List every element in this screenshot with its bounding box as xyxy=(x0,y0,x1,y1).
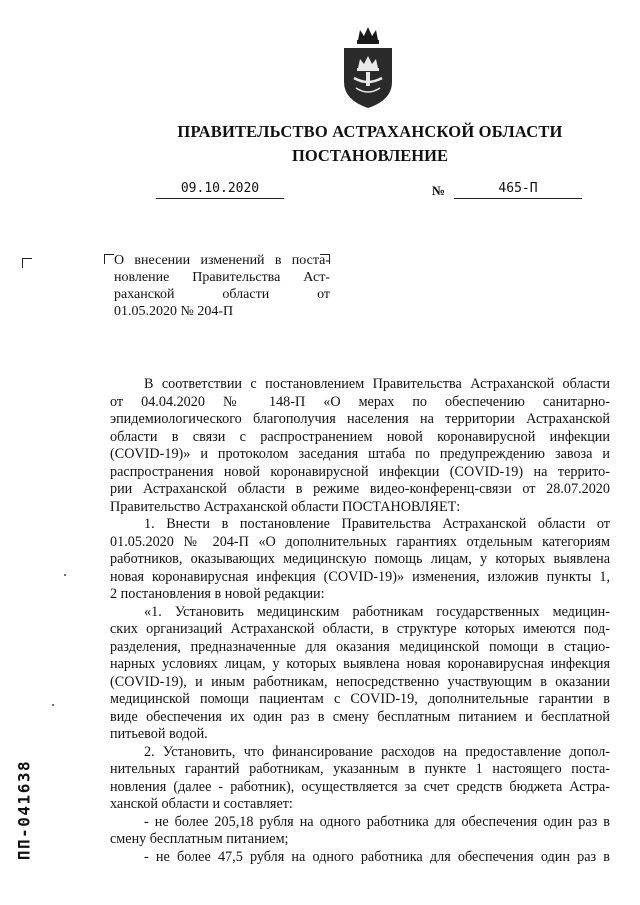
body-line: В соответствии с постановлением Правительства Астраханской области xyxy=(144,376,610,392)
body-line: - не более 205,18 рубля на одного работника для обеспечения один раз в xyxy=(144,813,610,830)
body-line: рии Астраханской области в режиме видео-конференц-связи от 28.07.2020 xyxy=(110,481,610,497)
body-line: ских организаций Астраханской области, в структуре которых имеются под- xyxy=(110,621,610,637)
body-line: от 04.04.2020 № 148-П «О мерах по обеспечению санитарно- xyxy=(110,393,610,410)
subject-line: новление Правительства Аст- xyxy=(114,270,330,285)
body-line: разделения, предназначенные для оказания медицинской помощи в стацио- xyxy=(110,638,610,655)
body-line: (COVID-19), и иным работникам, непосредственно участвующим в оказании xyxy=(110,673,610,690)
body-line: новая коронавирусная инфекция (COVID-19)» изменения, изложив пункты 1, xyxy=(110,568,610,585)
body-line: нительных гарантий работникам, указанным в пункте 1 настоящего поста- xyxy=(110,761,610,777)
number-underline xyxy=(454,198,582,199)
body-line: - не более 47,5 рубля на одного работника для обеспечения один раз в xyxy=(144,848,610,865)
body-line: эпидемиологического благополучия населения на территории Астраханской xyxy=(110,411,610,427)
body-line: 1. Внести в постановление Правительства Астраханской области от xyxy=(144,516,610,532)
body-line: питьевой водой. xyxy=(110,726,208,742)
body-line: Правительство Астраханской области ПОСТАНОВЛЯЕТ: xyxy=(110,498,461,515)
body-line: области в связи с распространением новой коронавирусной инфекции xyxy=(110,428,610,445)
document-body xyxy=(110,376,610,866)
document-type-title: ПОСТАНОВЛЕНИЕ xyxy=(292,146,448,165)
body-line: «1. Установить медицинским работникам государственных медицин- xyxy=(144,603,610,620)
subject-line: О внесении изменений в поста- xyxy=(114,253,330,268)
stamp-number: ПП-041638 xyxy=(14,759,34,861)
date-underline xyxy=(156,198,284,199)
body-line: 2. Установить, что финансирование расходов на предоставление допол- xyxy=(144,743,610,760)
government-title: ПРАВИТЕЛЬСТВО АСТРАХАНСКОЙ ОБЛАСТИ xyxy=(177,122,563,141)
body-line: смену бесплатным питанием; xyxy=(110,831,289,847)
body-line: 2 постановления в новой редакции: xyxy=(110,586,325,602)
registration-stamp xyxy=(6,740,42,880)
subject-line: раханской области от xyxy=(114,287,330,302)
body-line: 01.05.2020 № 204-П «О дополнительных гарантиях отдельным категориям xyxy=(110,533,610,550)
body-line: (COVID-19)» и протоколом заседания штаба по предупреждению завоза и xyxy=(110,446,610,462)
body-line: новления (далее - работник), осуществляется за счет средств бюджета Астра- xyxy=(110,778,610,795)
body-line: работников, оказывающих медицинскую помощь лицам, у которых выявлена xyxy=(110,551,610,567)
scan-dot xyxy=(64,574,66,576)
body-line: медицинской помощи пациентам с COVID-19, дополнительные гарантии в xyxy=(110,691,610,707)
coat-of-arms-emblem xyxy=(338,26,398,110)
margin-corner-mark xyxy=(22,258,32,268)
subject-line: 01.05.2020 № 204-П xyxy=(114,304,234,319)
body-line: ханской области и составляет: xyxy=(110,796,293,812)
scan-dot xyxy=(52,704,54,706)
number-sign-label: № xyxy=(432,183,446,198)
body-line: распространения новой коронавирусной инфекции (COVID-19) на террито- xyxy=(110,463,610,480)
document-subject xyxy=(114,252,330,320)
subject-corner-left-mark xyxy=(104,254,114,264)
body-line: виде обеспечения их один раз в смену бесплатным питанием и бесплатной xyxy=(110,708,610,725)
document-date: 09.10.2020 xyxy=(180,181,260,196)
body-line: нарных условиях лицам, у которых выявлена новая коронавирусная инфекция xyxy=(110,656,610,672)
document-number: 465-П xyxy=(498,181,538,196)
